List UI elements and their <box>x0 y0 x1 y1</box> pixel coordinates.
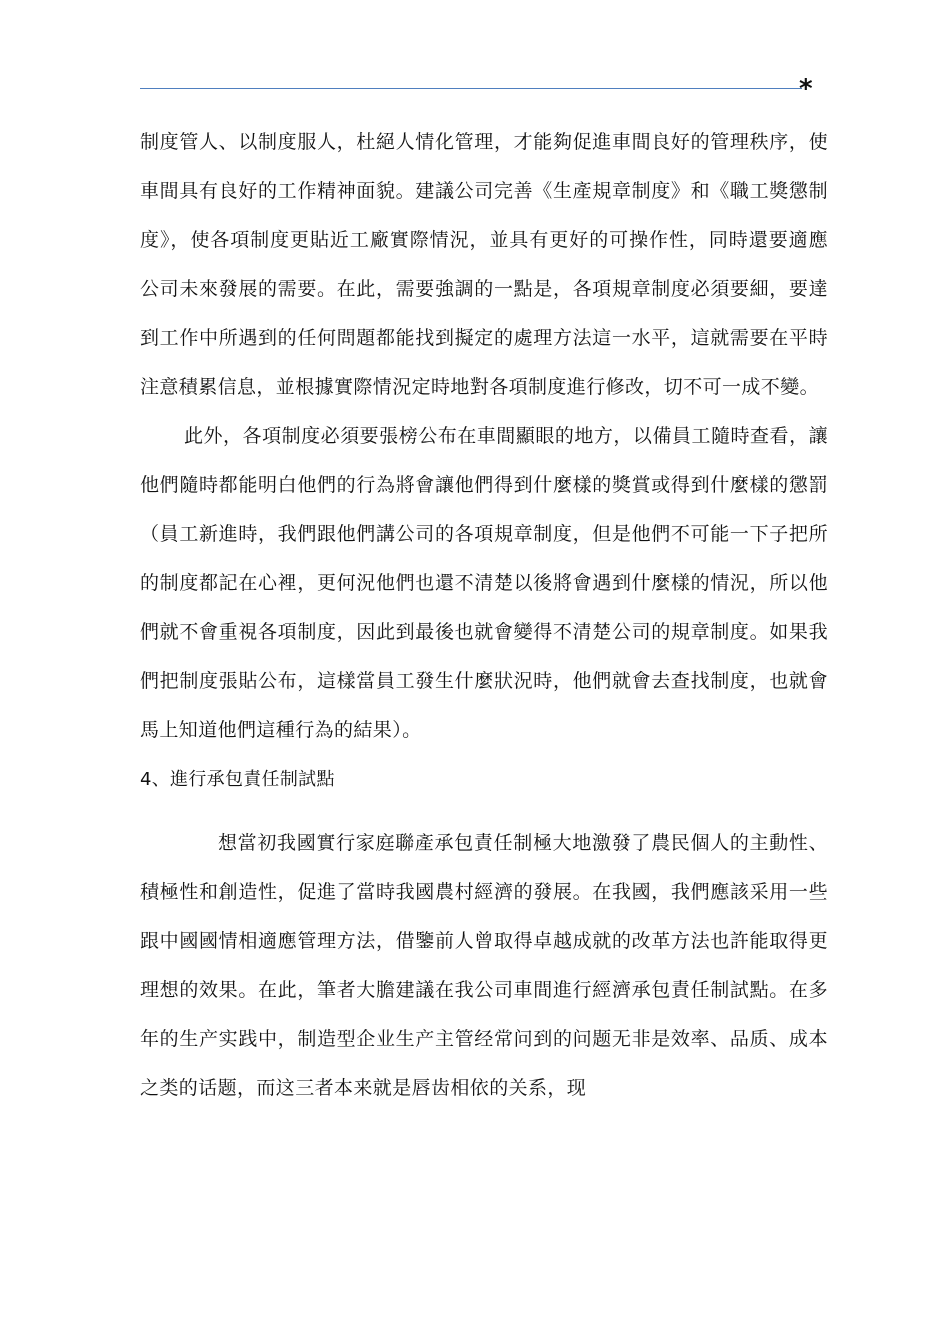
document-body <box>140 118 828 1113</box>
paragraph-1: 制度管人、以制度服人，杜絕人情化管理，才能夠促進車間良好的管理秩序，使車間具有良好的工作精神面貌。建議公司完善《生產規章制度》和《職工獎懲制度》，使各項制度更貼近工廠實際情況，並具有更好的可操作性，同時還要適應公司未來發展的需要。在此，需要強調的一點是，各項規章制度必須要細，要達到工作中所遇到的任何問題都能找到擬定的處理方法這一水平，這就需要在平時注意積累信息，並根據實際情況定時地對各項制度進行修改，切不可一成不變。 <box>140 131 828 398</box>
paragraph-3: 想當初我國實行家庭聯產承包責任制極大地激發了農民個人的主動性、積極性和創造性，促進了當時我國農村經濟的發展。在我國，我們應該采用一些跟中國國情相適應管理方法，借鑒前人曾取得卓越成就的改革方法也許能取得更理想的效果。在此，筆者大膽建議在我公司車間進行經濟承包責任制試點。在多年的生产实践中，制造型企业生产主管经常问到的问题无非是效率、品质、成本之类的话题，而这三者本来就是唇齿相依的关系，现 <box>140 832 828 1099</box>
paragraph-2: 此外，各項制度必須要張榜公布在車間顯眼的地方，以備員工隨時查看，讓他們隨時都能明白他們的行為將會讓他們得到什麼樣的獎賞或得到什麼樣的懲罰（員工新進時，我們跟他們講公司的各項規章制度，但是他們不可能一下子把所的制度都記在心裡，更何況他們也還不清楚以後將會遇到什麼樣的情況，所以他們就不會重視各項制度，因此到最後也就會變得不清楚公司的規章制度。如果我們把制度張貼公布，這樣當員工發生什麼狀況時，他們就會去查找制度，也就會馬上知道他們這種行為的結果）。 <box>140 425 828 741</box>
header-rule <box>140 88 802 89</box>
section-heading: 4、進行承包責任制試點 <box>140 769 335 790</box>
header-asterisk-mark: * <box>799 74 813 104</box>
